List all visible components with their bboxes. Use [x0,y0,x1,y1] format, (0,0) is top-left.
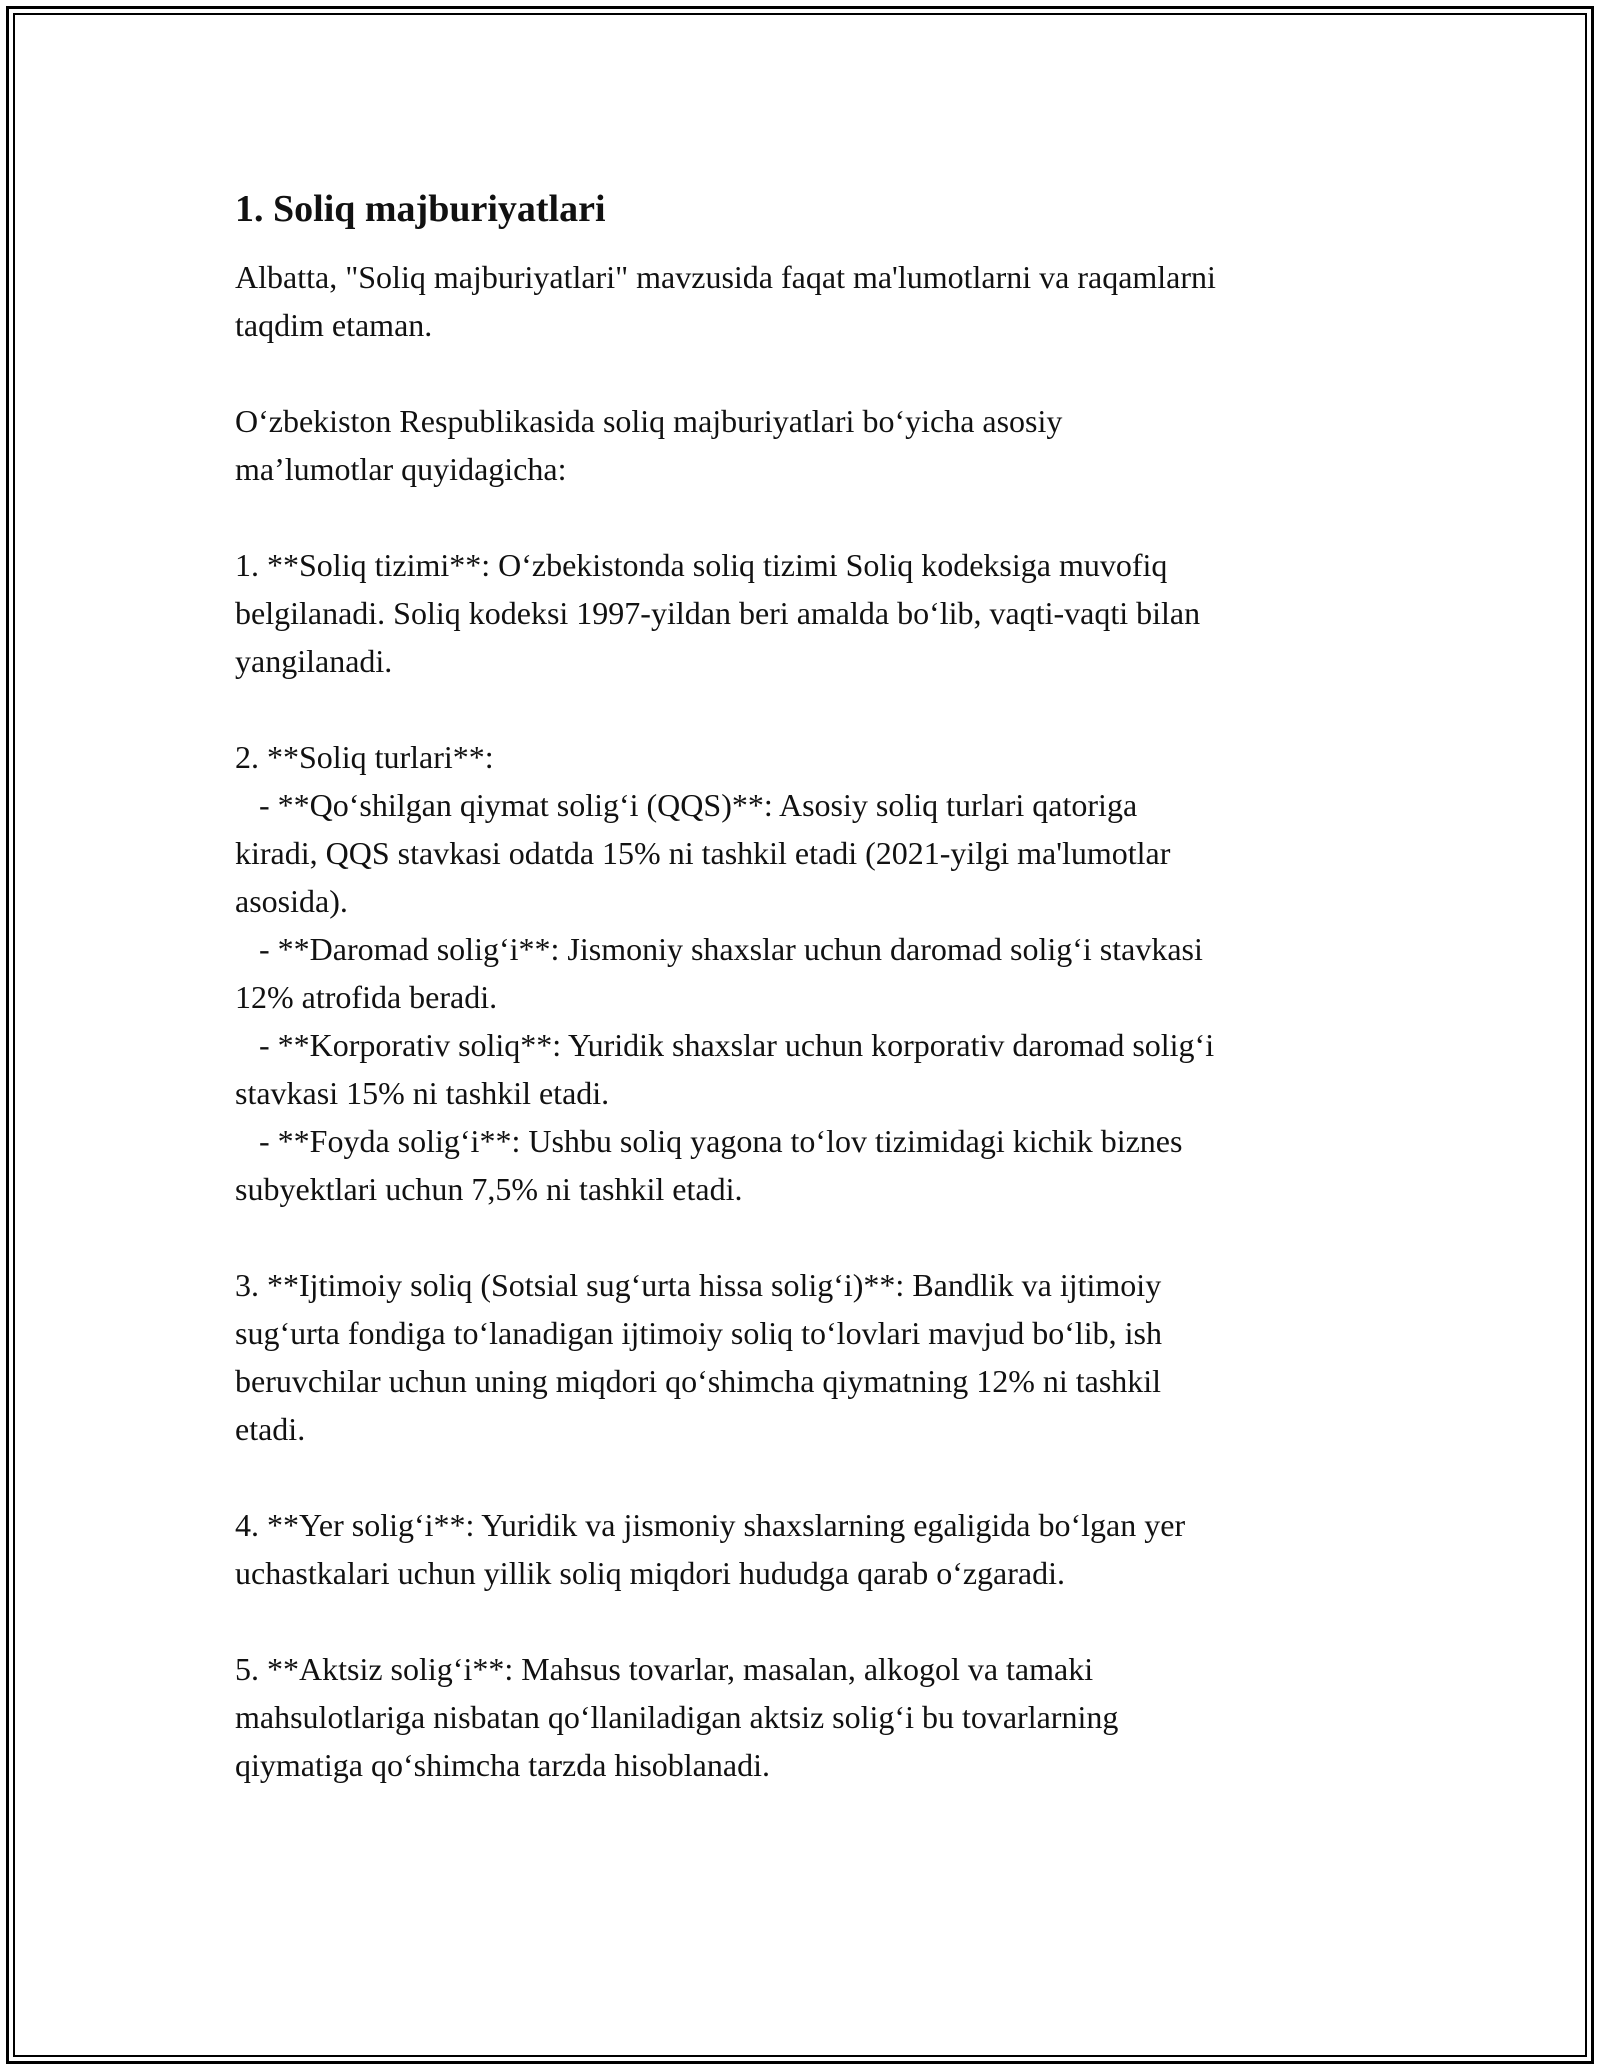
text-line: 5. **Aktsiz solig‘i**: Mahsus tovarlar, masalan, alkogol va tamaki [235,1651,1094,1687]
text-line: yangilanadi. [235,643,393,679]
text-line: 2. **Soliq turlari**: [235,739,494,775]
document-body [235,185,1415,1837]
document-title: 1. Soliq majburiyatlari [235,188,606,230]
paragraph [235,541,1415,685]
text-line: - **Daromad solig‘i**: Jismoniy shaxslar uchun daromad solig‘i stavkasi [235,931,1203,967]
paragraph [235,1501,1415,1597]
text-line: 12% atrofida beradi. [235,979,498,1015]
text-line: - **Korporativ soliq**: Yuridik shaxslar uchun korporativ daromad solig‘i [235,1027,1215,1063]
text-line: 3. **Ijtimoiy soliq (Sotsial sug‘urta hissa solig‘i)**: Bandlik va ijtimoiy [235,1267,1162,1303]
text-line: etadi. [235,1411,306,1447]
text-line: qiymatiga qo‘shimcha tarzda hisoblanadi. [235,1747,770,1783]
text-line: - **Qo‘shilgan qiymat solig‘i (QQS)**: Asosiy soliq turlari qatoriga [235,787,1138,823]
text-line: Albatta, "Soliq majburiyatlari" mavzusida faqat ma'lumotlarni va raqamlarni [235,259,1216,295]
text-line: asosida). [235,883,348,919]
text-line: O‘zbekiston Respublikasida soliq majburiyatlari bo‘yicha asosiy [235,403,1063,439]
text-line: kiradi, QQS stavkasi odatda 15% ni tashkil etadi (2021-yilgi ma'lumotlar [235,835,1171,871]
paragraph [235,253,1415,349]
paragraph [235,397,1415,493]
text-line: taqdim etaman. [235,307,433,343]
text-line: sug‘urta fondiga to‘lanadigan ijtimoiy soliq to‘lovlari mavjud bo‘lib, ish [235,1315,1162,1351]
paragraph [235,733,1415,1213]
text-line: 1. **Soliq tizimi**: O‘zbekistonda soliq tizimi Soliq kodeksiga muvofiq [235,547,1168,583]
paragraph [235,1645,1415,1789]
text-line: stavkasi 15% ni tashkil etadi. [235,1075,610,1111]
text-line: uchastkalari uchun yillik soliq miqdori hududga qarab o‘zgaradi. [235,1555,1065,1591]
text-line: mahsulotlariga nisbatan qo‘llaniladigan aktsiz solig‘i bu tovarlarning [235,1699,1119,1735]
text-line: ma’lumotlar quyidagicha: [235,451,567,487]
text-line: 4. **Yer solig‘i**: Yuridik va jismoniy shaxslarning egaligida bo‘lgan yer [235,1507,1186,1543]
text-line: belgilanadi. Soliq kodeksi 1997-yildan beri amalda bo‘lib, vaqti-vaqti bilan [235,595,1201,631]
text-line: beruvchilar uchun uning miqdori qo‘shimcha qiymatning 12% ni tashkil [235,1363,1162,1399]
text-line: subyektlari uchun 7,5% ni tashkil etadi. [235,1171,743,1207]
text-line: - **Foyda solig‘i**: Ushbu soliq yagona to‘lov tizimidagi kichik biznes [235,1123,1183,1159]
paragraph [235,1261,1415,1453]
paragraph-list [235,253,1415,1789]
